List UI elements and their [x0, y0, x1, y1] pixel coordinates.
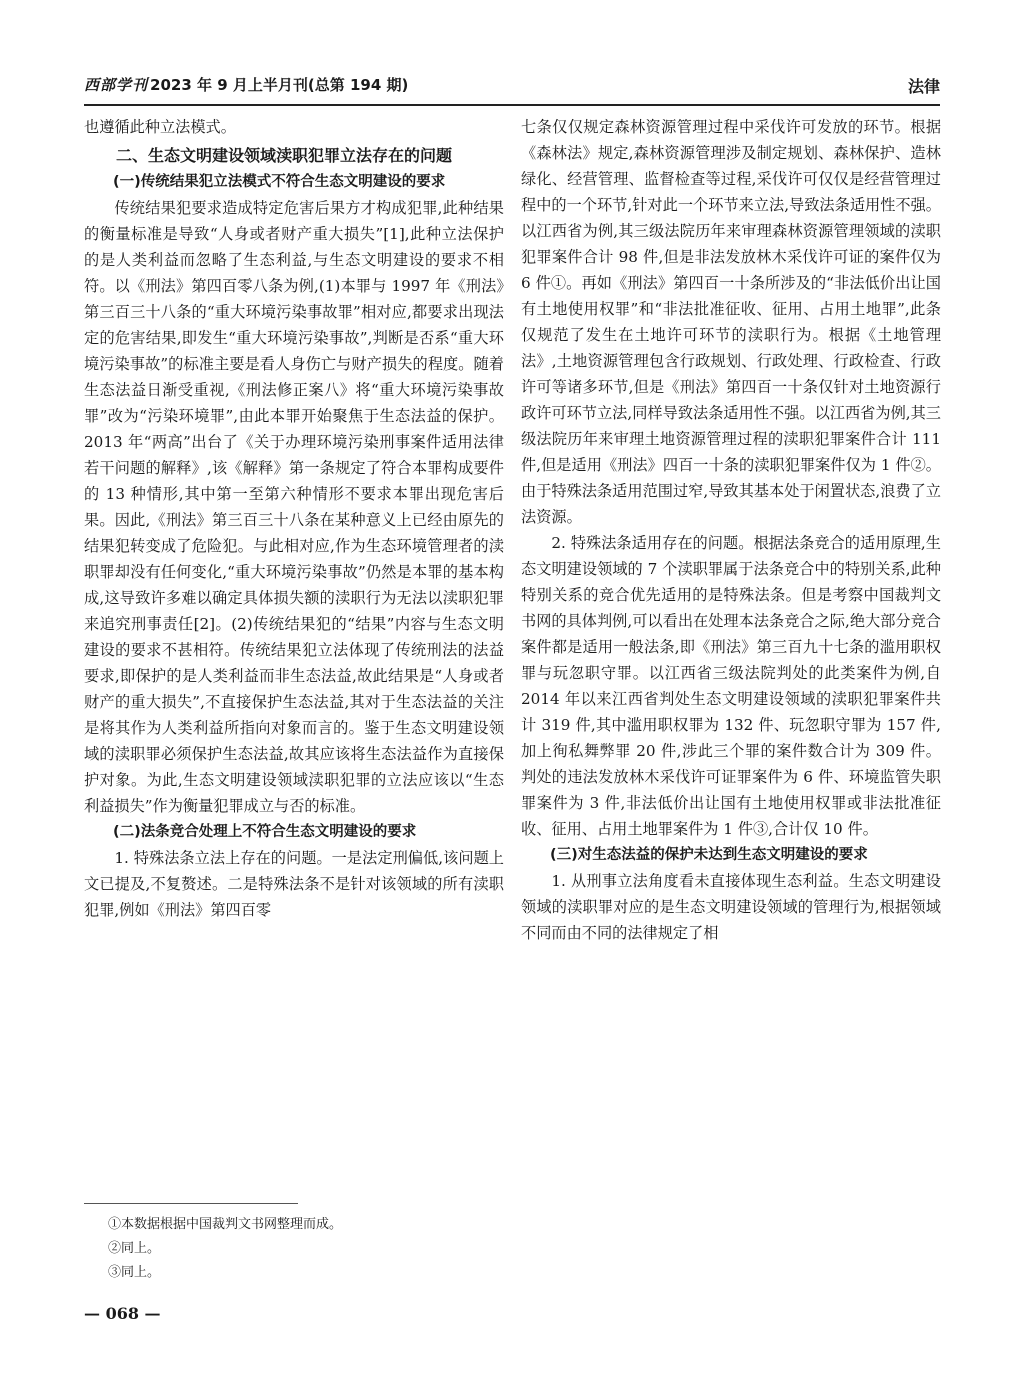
- paragraph: 也遵循此种立法模式。: [84, 118, 236, 136]
- paragraph: 七条仅仅规定森林资源管理过程中采伐许可发放的环节。根据《森林法》规定,森林资源管理涉及制定规划、森林保护、造林绿化、经营管理、监督检查等过程,采伐许可仅仅是经营管理过程中的一个环节,针对此一个环节来立法,导致法条适用性不强。以江西省为例,其三级法院历年来审理森林资源管理领域的渎职犯罪案件合计 98 件,但是非法发放林木采伐许可证的案件仅为 6 件①。再如《刑法》第四百一十条所涉及的“非法低价出让国有土地使用权罪”和“非法批准征收、征用、占用土地罪”,此条仅规范了发生在土地许可环节的渎职行为。根据《土地管理法》,土地资源管理包含行政规划、行政处理、行政检查、行政许可等诸多环节,但是《刑法》第四百一十条仅针对土地资源行政许可环节立法,同样导致法条适用性不强。以江西省为例,其三级法院历年来审理土地资源管理过程的渎职犯罪案件合计 111 件,但是适用《刑法》四百一十条的渎职犯罪案件仅为 1 件②。由于特殊法条适用范围过窄,导致其基本处于闲置状态,浪费了立法资源。: [521, 118, 941, 526]
- footnotes: [108, 1213, 508, 1285]
- issue-info: 2023 年 9 月上半月刊(总第 194 期): [150, 76, 409, 94]
- section-heading: (三)对生态法益的保护未达到生态文明建设的要求: [550, 847, 868, 863]
- footnote: ③同上。: [108, 1265, 161, 1280]
- section-heading: 二、生态文明建设领域渎职犯罪立法存在的问题: [116, 146, 453, 165]
- footnote-divider: [84, 1203, 298, 1204]
- footnote: ②同上。: [108, 1241, 161, 1256]
- running-header: [84, 68, 940, 106]
- left-column: [84, 114, 504, 1189]
- section-heading: (一)传统结果犯立法模式不符合生态文明建设的要求: [113, 174, 446, 190]
- paragraph: 2. 特殊法条适用存在的问题。根据法条竞合的适用原理,生态文明建设领域的 7 个渎职罪属于法条竞合中的特别关系,此种特别关系的竞合优先适用的是特殊法条。但是考察中国裁判文书网的具体判例,可以看出在处理本法条竞合之际,绝大部分竞合案件都是适用一般法条,即《刑法》第三百九十七条的滥用职权罪与玩忽职守罪。以江西省三级法院判处的此类案件为例,自 2014 年以来江西省判处生态文明建设领域的渎职犯罪案件共计 319 件,其中滥用职权罪为 132 件、玩忽职守罪为 157 件,加上徇私舞弊罪 20 件,涉此三个罪的案件数合计为 309 件。判处的违法发放林木采伐许可证罪案件为 6 件、环境监管失职罪案件为 3 件,非法低价出让国有土地使用权罪或非法批准征收、征用、占用土地罪案件为 1 件③,合计仅 10 件。: [521, 534, 941, 838]
- section-label: 法律: [907, 77, 940, 96]
- journal-header: [84, 74, 408, 95]
- section-heading: (二)法条竞合处理上不符合生态文明建设的要求: [113, 824, 417, 840]
- paragraph: 1. 从刑事立法角度看未直接体现生态利益。生态文明建设领域的渎职罪对应的是生态文明建设领域的管理行为,根据领域不同而由不同的法律规定了相: [521, 872, 941, 942]
- footnote: ①本数据根据中国裁判文书网整理而成。: [108, 1217, 343, 1232]
- paragraph: 1. 特殊法条立法上存在的问题。一是法定刑偏低,该问题上文已提及,不复赘述。二是特殊法条不是针对该领域的所有渎职犯罪,例如《刑法》第四百零: [84, 849, 504, 919]
- journal-logo: 西部学刊: [84, 76, 149, 94]
- page-number: — 068 —: [84, 1304, 161, 1323]
- right-column: [521, 114, 941, 1194]
- paragraph: 传统结果犯要求造成特定危害后果方才构成犯罪,此种结果的衡量标准是导致“人身或者财产重大损失”[1],此种立法保护的是人类利益而忽略了生态利益,与生态文明建设的要求不相符。以《刑法》第四百零八条为例,(1)本罪与 1997 年《刑法》第三百三十八条的“重大环境污染事故罪”相对应,都要求出现法定的危害结果,即发生“重大环境污染事故”,判断是否系“重大环境污染事故”的标准主要是看人身伤亡与财产损失的程度。随着生态法益日渐受重视,《刑法修正案八》将“重大环境污染事故罪”改为“污染环境罪”,由此本罪开始聚焦于生态法益的保护。2013 年“两高”出台了《关于办理环境污染刑事案件适用法律若干问题的解释》,该《解释》第一条规定了符合本罪构成要件的 13 种情形,其中第一至第六种情形不要求本罪出现危害后果。因此,《刑法》第三百三十八条在某种意义上已经由原先的结果犯转变成了危险犯。与此相对应,作为生态环境管理者的渎职罪却没有任何变化,“重大环境污染事故”仍然是本罪的基本构成,这导致许多难以确定具体损失额的渎职行为无法以渎职犯罪来追究刑事责任[2]。(2)传统结果犯的“结果”内容与生态文明建设的要求不甚相符。传统结果犯立法体现了传统刑法的法益要求,即保护的是人类利益而非生态法益,故此结果是“人身或者财产的重大损失”,不直接保护生态法益,其对于生态法益的关注是将其作为人类利益所指向对象而言的。鉴于生态文明建设领域的渎职罪必须保护生态法益,故其应该将生态法益作为直接保护对象。为此,生态文明建设领域渎职犯罪的立法应该以“生态利益损失”作为衡量犯罪成立与否的标准。: [84, 199, 504, 815]
